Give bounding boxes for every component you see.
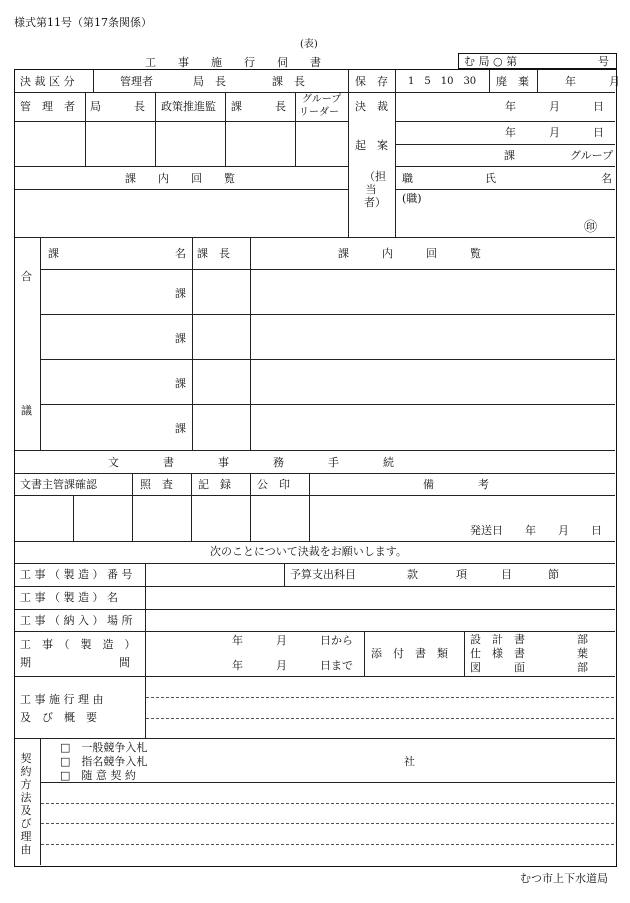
shoku-label: 職 bbox=[402, 172, 413, 185]
zumen-unit: 部 bbox=[577, 661, 588, 674]
doc-number-prefix: む 局 ○ 第 bbox=[464, 55, 518, 68]
sekkei-label: 設 計 書 bbox=[470, 633, 525, 646]
gougi-label-bottom: 議 bbox=[21, 404, 32, 417]
kacho-label: 課 長 bbox=[231, 100, 286, 113]
gougi-col-ka: 課 bbox=[48, 247, 59, 260]
shi-label: 氏 bbox=[485, 172, 496, 185]
ka-group: 課 グループ bbox=[504, 149, 614, 162]
sha-label: 社 bbox=[404, 755, 415, 768]
hozon-years: 1 5 10 30 bbox=[408, 76, 477, 87]
bunsho-kiroku: 記 録 bbox=[198, 478, 231, 491]
kian-label: 起 案 bbox=[355, 139, 388, 152]
request-text: 次のことについて決裁をお願いします。 bbox=[210, 545, 407, 558]
gougi-col-kacho: 課 長 bbox=[197, 247, 230, 260]
footer-org: むつ市上下水道局 bbox=[520, 872, 608, 885]
seal-mark: ㊞ bbox=[584, 220, 598, 235]
gougi-row-ka: 課 bbox=[175, 287, 186, 300]
group-leader-l1: グループ bbox=[302, 94, 342, 105]
kian-date: 年 月 日 bbox=[505, 126, 604, 139]
zumen-label: 図 面 bbox=[470, 661, 525, 674]
kyokucho-label: 局 長 bbox=[90, 100, 145, 113]
kikan-from: 年 月 日から bbox=[232, 634, 353, 647]
hozon-label: 保 存 bbox=[355, 75, 388, 88]
kanrisha-label: 管 理 者 bbox=[20, 100, 75, 113]
bunsho-bikou: 備 考 bbox=[423, 478, 489, 491]
option-ippan[interactable]: □ 一般競争入札 bbox=[60, 741, 148, 754]
setsu-label: 節 bbox=[548, 568, 559, 581]
kikan-label-l2: 期 間 bbox=[20, 656, 130, 669]
doc-number-suffix: 号 bbox=[598, 55, 609, 68]
gougi-col-kairan: 課 内 回 覧 bbox=[338, 247, 481, 260]
option-zuii[interactable]: □ 随 意 契 約 bbox=[60, 769, 136, 782]
mei-label-row: 工 事 （ 製 造 ） 名 bbox=[20, 591, 118, 604]
sekkei-unit: 部 bbox=[577, 633, 588, 646]
kanai-kairan-label: 課 内 回 覧 bbox=[125, 172, 235, 185]
bunsho-shousa: 照 査 bbox=[140, 478, 173, 491]
kikan-to: 年 月 日まで bbox=[232, 659, 353, 672]
kessai-label: 決 裁 bbox=[355, 100, 388, 113]
bunsho-title: 文 書 事 務 手 続 bbox=[108, 456, 394, 469]
kessai-kubun-label: 決 裁 区 分 bbox=[20, 75, 75, 88]
gougi-row-ka: 課 bbox=[175, 422, 186, 435]
hassou-date: 発送日 年 月 日 bbox=[470, 524, 602, 537]
haiki-label: 廃 棄 bbox=[496, 75, 529, 88]
tenpu-label: 添 付 書 類 bbox=[371, 647, 448, 660]
kessai-date: 年 月 日 bbox=[505, 100, 604, 113]
kubun-kyokucho: 局 長 bbox=[193, 75, 226, 88]
shiyou-label: 仕 様 書 bbox=[470, 647, 525, 660]
seisaku-label: 政策推進監 bbox=[161, 100, 216, 113]
kubun-kanrisha: 管理者 bbox=[120, 75, 153, 88]
yosan-label: 予算支出科目 bbox=[290, 568, 356, 581]
bunsho-kouin: 公 印 bbox=[257, 478, 290, 491]
gougi-row-ka: 課 bbox=[175, 332, 186, 345]
gougi-col-mei: 名 bbox=[175, 247, 186, 260]
gougi-label-top: 合 bbox=[21, 270, 32, 283]
kou-label: 項 bbox=[456, 568, 467, 581]
bango-label: 工 事 （ 製 造 ） 番 号 bbox=[20, 568, 133, 581]
keiyaku-label: 契約方法及び理由 bbox=[20, 752, 32, 856]
side-label: (表) bbox=[300, 39, 318, 50]
shiyou-unit: 葉 bbox=[577, 647, 588, 660]
riyu-label-l1: 工 事 施 行 理 由 bbox=[20, 693, 104, 706]
haiki-date: 年 月 bbox=[565, 75, 620, 88]
riyu-label-l2: 及 び 概 要 bbox=[20, 711, 97, 724]
option-shimei[interactable]: □ 指名競争入札 bbox=[60, 755, 148, 768]
basho-label: 工 事 （ 納 入 ） 場 所 bbox=[20, 614, 133, 627]
group-leader-l2: リーダー bbox=[299, 107, 339, 118]
document-title: 工 事 施 行 伺 書 bbox=[145, 56, 321, 69]
form-number: 様式第11号（第17条関係） bbox=[14, 16, 152, 29]
kan-label: 款 bbox=[407, 568, 418, 581]
mei-label: 名 bbox=[601, 172, 612, 185]
shoku-paren: (職) bbox=[402, 192, 422, 205]
kubun-kacho: 課 長 bbox=[272, 75, 305, 88]
moku-label: 目 bbox=[501, 568, 512, 581]
kikan-label-l1: 工 事 （ 製 造 ） bbox=[20, 638, 136, 651]
bunsho-kakunin: 文書主管課確認 bbox=[20, 478, 97, 491]
gougi-row-ka: 課 bbox=[175, 377, 186, 390]
tantosha-label: （担当者） bbox=[364, 170, 386, 209]
